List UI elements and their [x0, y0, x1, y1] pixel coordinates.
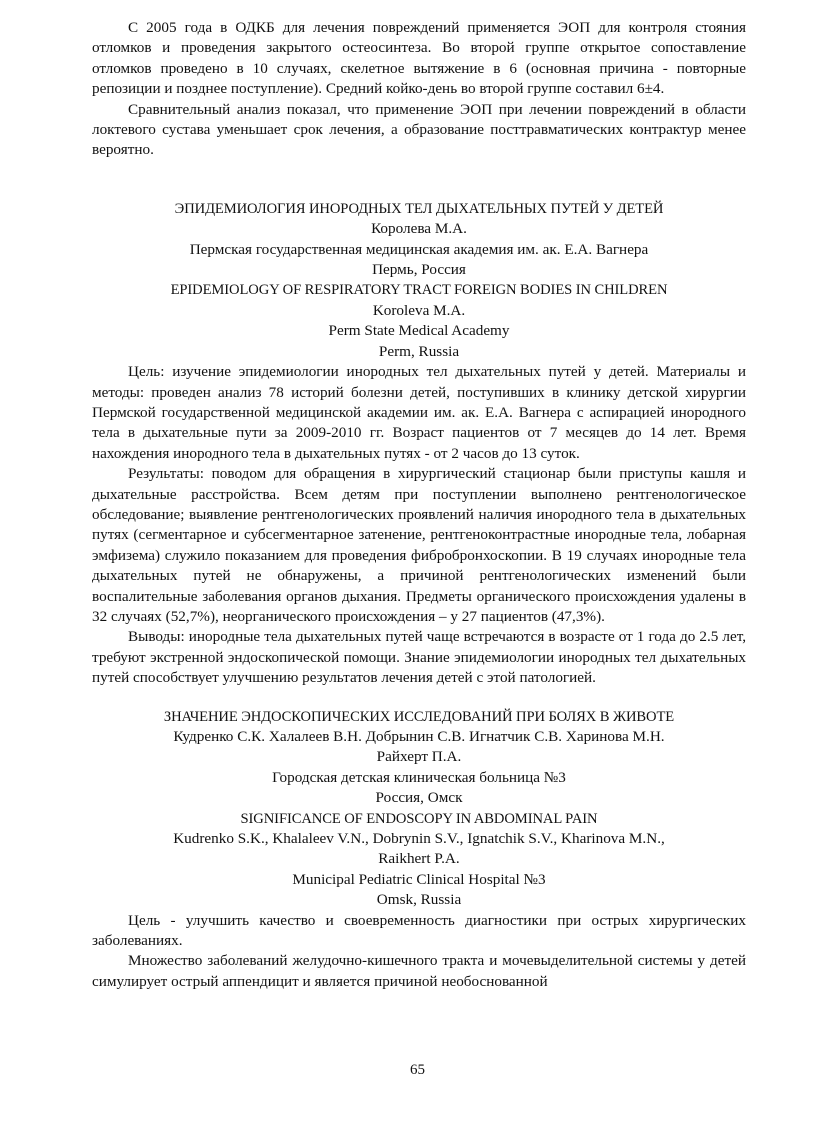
article-affiliation-ru: Пермская государственная медицинская академия им. ак. Е.А. Вагнера [189, 240, 649, 258]
article-authors-en-line-2: Raikhert P.A. [378, 850, 460, 868]
article-authors-ru-line-1: Кудренко С.К. Халалеев В.Н. Добрынин С.В. Игнатчик С.В. Харинова М.Н. [173, 728, 665, 745]
article-respiratory-foreign-bodies [92, 199, 746, 689]
article-endoscopy-abdominal-pain [92, 707, 746, 993]
article-city-ru: Пермь, Россия [372, 261, 466, 279]
article-title-en: SIGNIFICANCE OF ENDOSCOPY IN ABDOMINAL PAIN [240, 810, 598, 827]
article-title-ru: ЗНАЧЕНИЕ ЭНДОСКОПИЧЕСКИХ ИССЛЕДОВАНИЙ ПРИ БОЛЯХ В ЖИВОТЕ [163, 708, 675, 725]
article-city-en: Perm, Russia [378, 342, 460, 360]
intro-paragraph-2: Сравнительный анализ показал, что применение ЭОП при лечении повреждений в области локтевого сустава уменьшает срок лечения, а образование посттравматических контрактур менее вероятно. [92, 100, 746, 159]
article-affiliation-en: Perm State Medical Academy [328, 322, 510, 340]
article-paragraph-aim: Цель - улучшить качество и своевременность диагностики при острых хирургических заболеваниях. [92, 911, 746, 950]
article-title-ru: ЭПИДЕМИОЛОГИЯ ИНОРОДНЫХ ТЕЛ ДЫХАТЕЛЬНЫХ ПУТЕЙ У ДЕТЕЙ [174, 200, 664, 217]
article-affiliation-en: Municipal Pediatric Clinical Hospital №3 [292, 870, 546, 888]
article-author-en: Koroleva M.A. [372, 301, 466, 319]
article-city-en: Omsk, Russia [376, 891, 462, 909]
article-author-ru: Королева М.А. [371, 220, 467, 238]
article-paragraph-results: Результаты: поводом для обращения в хирургический стационар были приступы кашля и дыхательные расстройства. Всем детям при поступлении выполнено рентгенологическое обследование; выявление рентгенологических проявлений наличия инородного тела в дыхательных путях (сегментарное и субсегментарное затенение, рентгеноконтрастные инородные тела, лобарная эмфизема) служило показанием для проведения фибробронхоскопии. В 19 случаях инородные тела дыхательных путей не обнаружены, а причиной рентгенологических изменений были воспалительные заболевания органов дыхания. Предметы органического происхождения удалены в 32 случаях (52,7%), неорганического происхождения – у 27 пациентов (47,3%). [92, 465, 746, 625]
page-number: 65 [410, 1062, 425, 1078]
article-city-ru: Россия, Омск [375, 789, 463, 807]
article-authors-en-line-1: Kudrenko S.K., Khalaleev V.N., Dobrynin S.V., Ignatchik S.V., Kharinova M.N., [173, 830, 665, 848]
intro-paragraph-1: С 2005 года в ОДКБ для лечения повреждений применяется ЭОП для контроля стояния отломков и проведения закрытого остеосинтеза. Во второй группе открытое сопоставление отломков проведено в 10 случаях, скелетное вытяжение в 6 (основная причина - повторные репозиции и позднее поступление). Средний койко-день во второй группе составил 6±4. [92, 19, 746, 98]
page-body [92, 18, 746, 992]
article-affiliation-ru: Городская детская клиническая больница №3 [272, 768, 566, 786]
article-title-en: EPIDEMIOLOGY OF RESPIRATORY TRACT FOREIGN BODIES IN CHILDREN [170, 282, 668, 299]
article-authors-ru-line-2: Райхерт П.А. [376, 748, 462, 766]
article-paragraph-conclusions: Выводы: инородные тела дыхательных путей чаще встречаются в возрасте от 1 года до 2.5 лет, требуют экстренной эндоскопической помощи. Знание эпидемиологии инородных тел дыхательных путей способствует улучшению результатов лечения детей с этой патологией. [92, 628, 746, 687]
article-paragraph-body: Множество заболеваний желудочно-кишечного тракта и мочевыделительной системы у детей симулирует острый аппендицит и является причиной необоснованной [92, 952, 746, 990]
article-paragraph-aim: Цель: изучение эпидемиологии инородных тел дыхательных путей у детей. Материалы и методы: проведен анализ 78 историй болезни детей, поступивших в клинику детской хирургии Пермской государственной медицинской академии им. ак. Е.А. Вагнера с аспирацией инородного тела в дыхательные пути за 2009-2010 гг. Возраст пациентов от 7 месяцев до 14 лет. Время нахождения инородного тела в дыхательных путях - от 2 часов до 13 суток. [92, 363, 746, 462]
